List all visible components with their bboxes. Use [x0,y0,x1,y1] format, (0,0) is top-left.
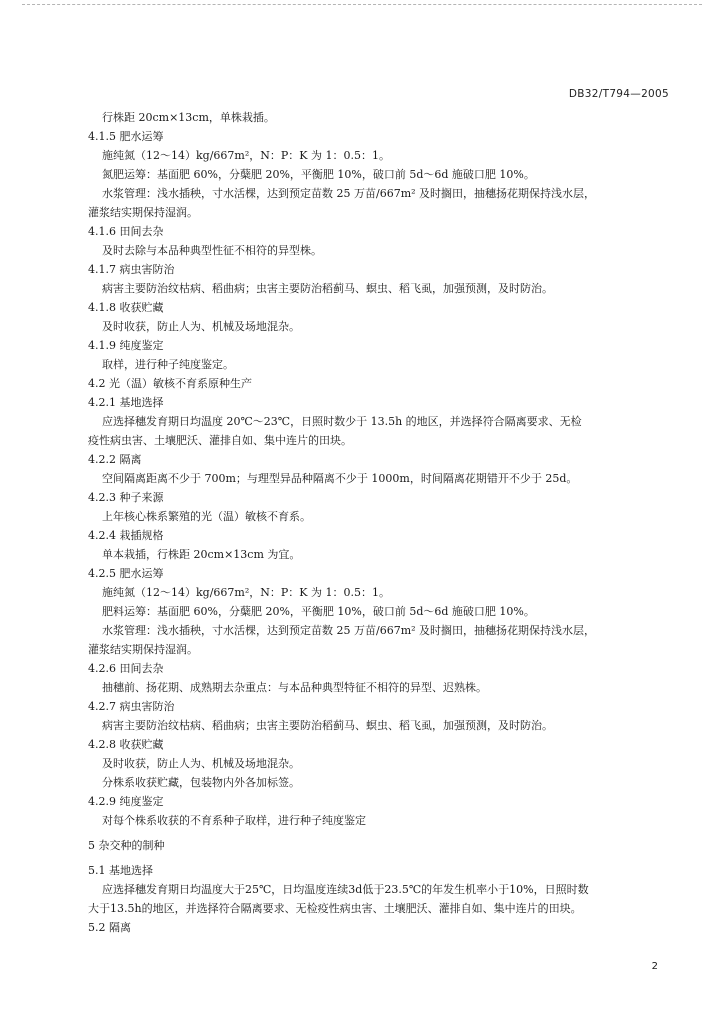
body-text-line: 及时去除与本品种典型性征不相符的异型株。 [102,244,322,257]
document-body [88,108,678,937]
body-text-line: 大于13.5h的地区，并选择符合隔离要求、无检疫性病虫害、土壤肥沃、灌排自如、集中连片的田块。 [88,902,582,915]
section-heading: 4.2.8 收获贮藏 [88,738,164,751]
section-heading: 4.1.5 肥水运筹 [88,130,164,143]
body-text-line: 水浆管理：浅水插秧，寸水活棵，达到预定苗数 25 万苗/667m² 及时搁田，抽穗扬花期保持浅水层， [102,187,596,200]
body-text-line: 施纯氮（12～14）kg/667m²，N：P：K 为 1：0.5：1。 [102,149,390,162]
body-text-line: 施纯氮（12～14）kg/667m²，N：P：K 为 1：0.5：1。 [102,586,390,599]
body-text-line: 病害主要防治纹枯病、稻曲病；虫害主要防治稻蓟马、螟虫、稻飞虱，加强预测，及时防治。 [102,282,553,295]
body-text-line: 肥料运筹：基面肥 60%，分蘖肥 20%，平衡肥 10%，破口前 5d～6d 施破口肥 10%。 [102,605,535,618]
body-text-line: 灌浆结实期保持湿润。 [88,643,198,656]
section-heading: 4.2.4 栽插规格 [88,529,164,542]
section-heading: 5.1 基地选择 [88,864,153,877]
section-heading: 4.1.8 收获贮藏 [88,301,164,314]
body-text-line: 分株系收获贮藏，包装物内外各加标签。 [102,776,300,789]
body-text-line: 应选择穗发育期日均温度大于25℃，日均温度连续3d低于23.5℃的年发生机率小于10%，日照时数 [102,883,589,896]
section-heading: 5 杂交种的制种 [88,839,165,852]
section-heading: 4.2.9 纯度鉴定 [88,795,164,808]
scan-edge-line [22,4,702,6]
section-heading: 4.2.1 基地选择 [88,396,164,409]
section-heading: 4.2 光（温）敏核不育系原种生产 [88,377,252,390]
body-text-line: 及时收获，防止人为、机械及场地混杂。 [102,320,300,333]
body-text-line: 及时收获，防止人为、机械及场地混杂。 [102,757,300,770]
body-text-line: 对每个株系收获的不育系种子取样，进行种子纯度鉴定 [102,814,366,827]
section-heading: 4.1.7 病虫害防治 [88,263,175,276]
body-text-line: 疫性病虫害、土壤肥沃、灌排自如、集中连片的田块。 [88,434,352,447]
section-heading: 4.2.5 肥水运筹 [88,567,164,580]
section-heading: 4.2.3 种子来源 [88,491,164,504]
section-heading: 4.2.2 隔离 [88,453,142,466]
body-text-line: 病害主要防治纹枯病、稻曲病；虫害主要防治稻蓟马、螟虫、稻飞虱，加强预测，及时防治。 [102,719,553,732]
section-heading: 4.1.6 田间去杂 [88,225,164,238]
body-text-line: 上年核心株系繁殖的光（温）敏核不育系。 [102,510,311,523]
section-heading: 4.2.7 病虫害防治 [88,700,175,713]
section-heading: 4.2.6 田间去杂 [88,662,164,675]
body-text-line: 抽穗前、扬花期、成熟期去杂重点：与本品种典型特征不相符的异型、迟熟株。 [102,681,487,694]
section-heading: 4.1.9 纯度鉴定 [88,339,164,352]
section-heading: 5.2 隔离 [88,921,131,934]
page-number: 2 [651,961,658,972]
body-text-line: 单本栽插，行株距 20cm×13cm 为宜。 [102,548,301,561]
body-text-line: 应选择穗发育期日均温度 20℃～23℃，日照时数少于 13.5h 的地区，并选择符合隔离要求、无检 [102,415,582,428]
body-text-line: 氮肥运筹：基面肥 60%，分蘖肥 20%，平衡肥 10%，破口前 5d～6d 施破口肥 10%。 [102,168,535,181]
body-text-line: 取样，进行种子纯度鉴定。 [102,358,234,371]
standard-number: DB32/T794—2005 [568,88,669,100]
body-text-line: 灌浆结实期保持湿润。 [88,206,198,219]
body-text-line: 水浆管理：浅水插秧，寸水活棵，达到预定苗数 25 万苗/667m² 及时搁田，抽穗扬花期保持浅水层， [102,624,596,637]
body-text-line: 空间隔离距离不少于 700m；与理型异品种隔离不少于 1000m，时间隔离花期错开不少于 25d。 [102,472,578,485]
body-text-line: 行株距 20cm×13cm，单株栽插。 [102,111,275,124]
